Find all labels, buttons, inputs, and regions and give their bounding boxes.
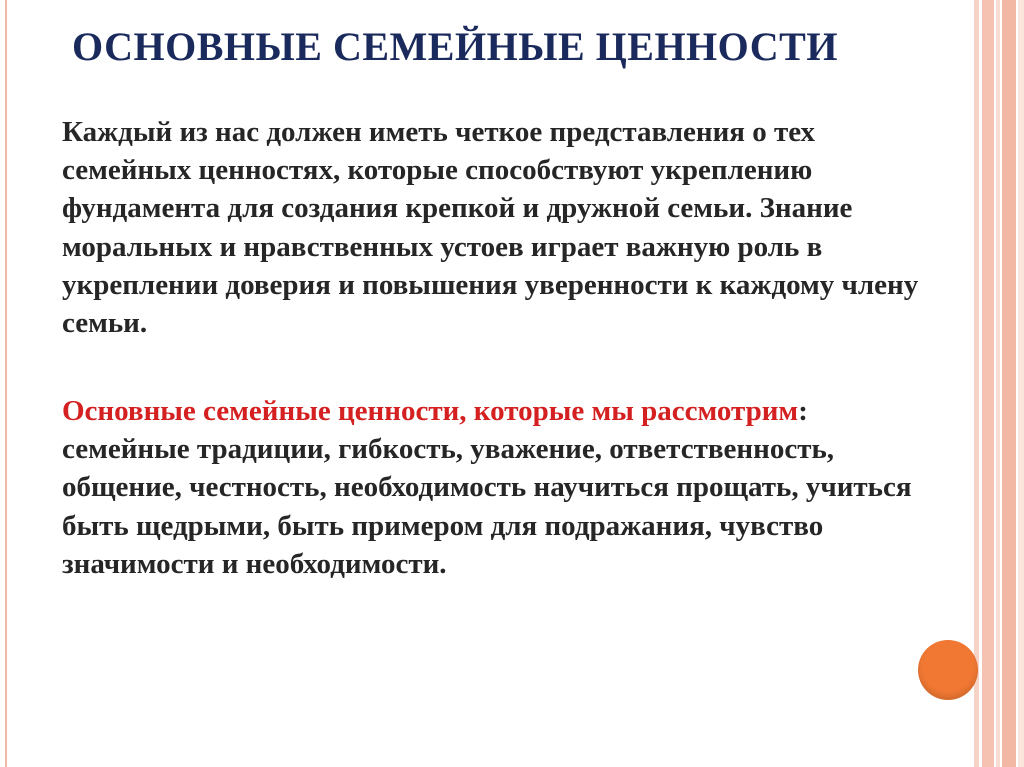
- intro-paragraph: Каждый из нас должен иметь четкое представления о тех семейных ценностях, которые способствуют укреплению фундамента для создания крепкой и дружной семьи. Знание моральных и нравственных устоев играет важную роль в укреплении доверия и повышения уверенности к каждому члену семьи.: [62, 116, 919, 340]
- decor-stripe: [974, 0, 979, 767]
- decor-stripe: [982, 0, 994, 767]
- decor-stripe: [1002, 0, 1016, 767]
- values-list-text: : семейные традиции, гибкость, уважение, ответственность, общение, честность, необходимость научиться прощать, учиться быть щедрыми, быть примером для подражания, чувство значимости и необходимости.: [62, 395, 912, 580]
- right-decor-stripes: [974, 0, 1024, 767]
- values-highlight: Основные семейные ценности, которые мы рассмотрим: [62, 395, 799, 427]
- values-paragraph: [62, 392, 922, 583]
- orange-circle-decor: [918, 640, 978, 700]
- decor-stripe: [1018, 0, 1024, 767]
- slide-title: ОСНОВНЫЕ СЕМЕЙНЫЕ ЦЕННОСТИ: [72, 24, 838, 69]
- decor-stripe: [996, 0, 1000, 767]
- left-decor-line: [5, 0, 7, 767]
